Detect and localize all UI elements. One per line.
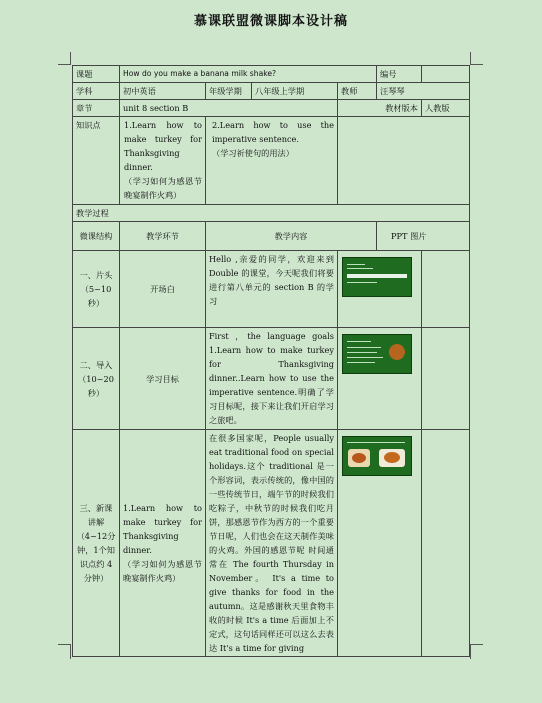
knowledge-point-1-cn: （学习如何为感恩节晚宴制作火鸡） xyxy=(124,176,202,200)
row-3-ppt xyxy=(338,430,422,657)
row-1-section: 一、片头（5~10秒） xyxy=(73,251,120,328)
number-label: 编号 xyxy=(377,66,422,83)
grade-label: 年级学期 xyxy=(206,83,252,100)
row-2-stage: 学习目标 xyxy=(120,328,206,430)
grade-value: 八年级上学期 xyxy=(252,83,338,100)
knowledge-point-1-en: 1.Learn how to make turkey for Thanksgiving dinner. xyxy=(124,120,202,172)
crop-mark-top-right xyxy=(470,52,483,65)
row-2-content: First ，the language goals 1.Learn how to make turkey for Thanksgiving dinner..Learn how to use the imperative sentence.明确了学习目标呢，接下来让我们开启学习之旅吧。 xyxy=(206,328,338,430)
subject-label: 学科 xyxy=(73,83,120,100)
edition-label: 教材版本 xyxy=(338,100,422,117)
row-3-stage-cn: （学习如何为感恩节晚宴制作火鸡） xyxy=(123,559,202,583)
ppt-thumbnail-turkey xyxy=(342,436,412,476)
row-1-stage: 开场白 xyxy=(120,251,206,328)
crop-mark-bottom-right xyxy=(470,644,483,659)
crop-mark-bottom-left xyxy=(58,644,71,659)
knowledge-point-1 xyxy=(120,117,206,205)
number-value xyxy=(422,66,470,83)
header-section: 微课结构 xyxy=(73,222,120,251)
edition-value: 人教版 xyxy=(422,100,470,117)
chapter-value: unit 8 section B xyxy=(120,100,338,117)
topic-label: 课题 xyxy=(73,66,120,83)
row-2-ppt xyxy=(338,328,422,430)
row-1-content: Hello ,亲爱的同学，欢迎来到 Double 的课堂，今天呢我们将要进行第八单元的 section B 的学习 xyxy=(206,251,338,328)
header-ppt: PPT 图片 xyxy=(377,222,470,251)
row-3-stage-en: 1.Learn how to make turkey for Thanksgiving dinner. xyxy=(123,503,202,555)
knowledge-point-2-en: 2.Learn how to use the imperative sentence. xyxy=(212,120,334,144)
row-3-section: 三、新课讲解（4~12分钟，1个知识点约 4 分钟） xyxy=(73,430,120,657)
row-2-empty xyxy=(422,328,470,430)
row-3-stage xyxy=(120,430,206,657)
script-table xyxy=(72,65,470,657)
header-stage: 教学环节 xyxy=(120,222,206,251)
knowledge-point-2-cn: （学习祈使句的用法） xyxy=(212,148,294,158)
row-1-ppt xyxy=(338,251,422,328)
process-label: 教学过程 xyxy=(73,205,470,222)
subject-value: 初中英语 xyxy=(120,83,206,100)
teacher-value: 汪琴琴 xyxy=(377,83,470,100)
knowledge-point-empty xyxy=(338,117,470,205)
header-content: 教学内容 xyxy=(206,222,377,251)
ppt-thumbnail-goals xyxy=(342,334,412,374)
knowledge-point-2 xyxy=(206,117,338,205)
knowledge-point-label: 知识点 xyxy=(73,117,120,205)
row-3-empty xyxy=(422,430,470,657)
crop-mark-top-left xyxy=(58,52,71,65)
row-3-content: 在很多国家呢，People usually eat traditional food on special holidays.这个 traditional 是一个形容词，表示传统的，像中国的一些传统节日，端午节的时候我们吃粽子，中秋节的时候我们吃月饼，那感恩节作为西方的一个重要节日呢，人们也会在这天制作美味的火鸡。外国的感恩节呢 时间通常在 The fourth Thursday in November。 It's a time to give thanks for food in the autumn。这是感谢秋天里食物丰收的时候 It's a time 后面加上不定式，这句话同样还可以这么去表 达 It's a time for giving xyxy=(206,430,338,657)
row-1-empty xyxy=(422,251,470,328)
chapter-label: 章节 xyxy=(73,100,120,117)
page-title: 慕课联盟微课脚本设计稿 xyxy=(193,14,348,29)
ppt-thumbnail-opening xyxy=(342,257,412,297)
topic-value: How do you make a banana milk shake? xyxy=(120,66,377,83)
row-2-section: 二、导入（10~20秒） xyxy=(73,328,120,430)
teacher-label: 教师 xyxy=(338,83,377,100)
